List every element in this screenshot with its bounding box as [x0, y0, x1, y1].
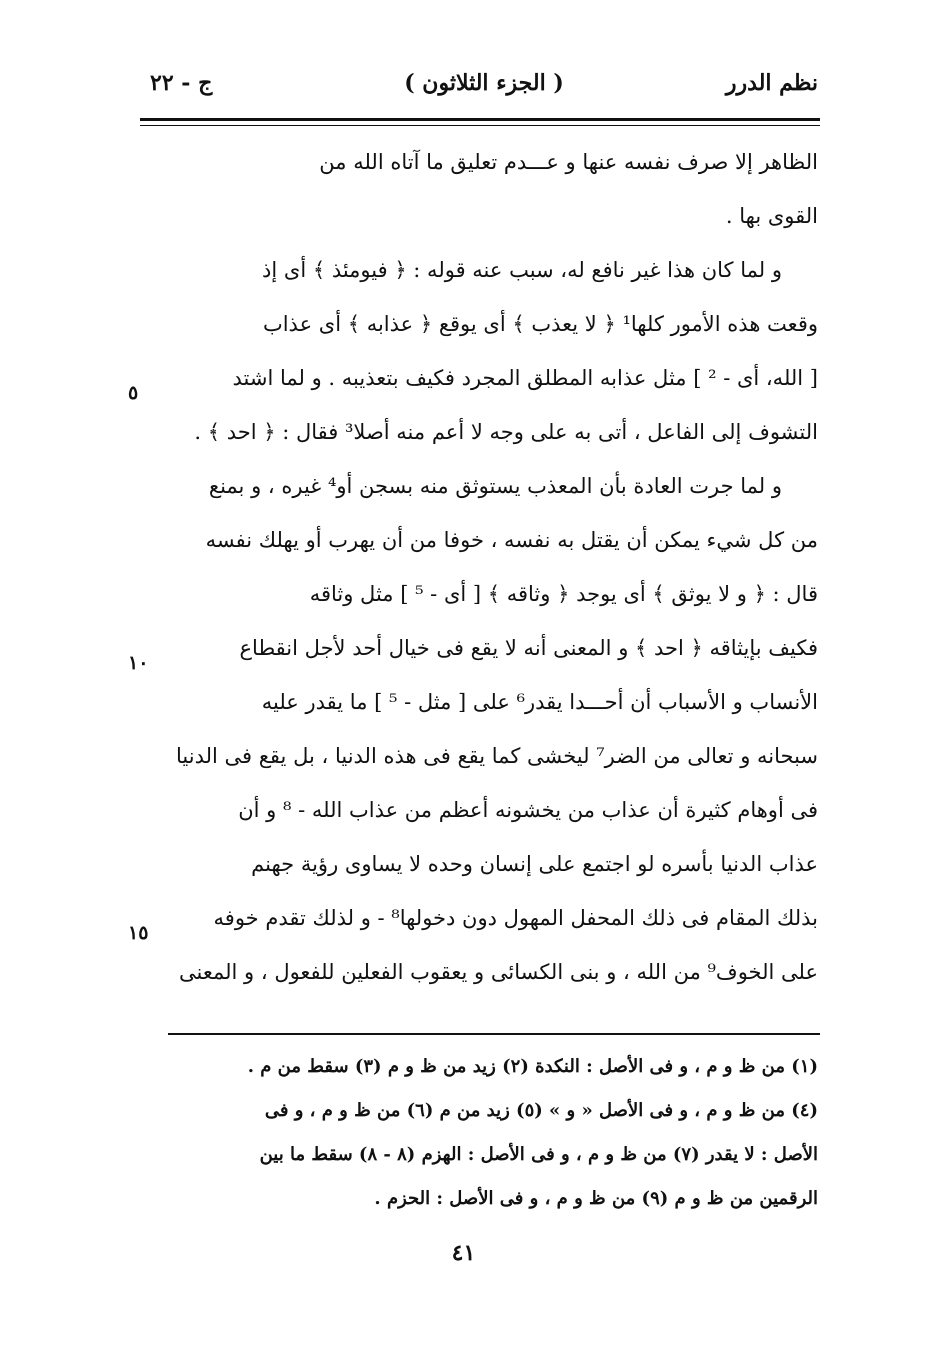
line-number-marker: ٥ — [128, 382, 139, 404]
text-line: الأنساب و الأسباب أن أحـــدا يقدر⁶ على [ مثل - ⁵ ] ما يقدر عليه — [261, 690, 818, 714]
book-title: نظم الدرر — [725, 70, 818, 96]
footnote-divider — [168, 1033, 820, 1035]
text-line: وقعت هذه الأمور كلها¹ ﴿ لا يعذب ﴾ أى يوقع ﴿ عذابه ﴾ أى عذاب — [262, 312, 818, 336]
text-line: سبحانه و تعالى من الضر⁷ ليخشى كما يقع فى هذه الدنيا ، بل يقع فى الدنيا — [176, 744, 818, 768]
text-line: على الخوف⁹ من الله ، و بنى الكسائى و يعقوب الفعلين للفعول ، و المعنى — [179, 960, 818, 984]
footnote-line: الأصل : لا يقدر (٧) من ظ و م ، و فى الأصل : الهزم (٨ - ٨) سقط ما بين — [259, 1144, 818, 1165]
text-line: فى أوهام كثيرة أن عذاب من يخشونه أعظم من عذاب الله - ⁸ و أن — [238, 798, 818, 822]
text-line: عذاب الدنيا بأسره لو اجتمع على إنسان وحده لا يساوى رؤية جهنم — [251, 852, 818, 876]
footnote-line: (١) من ظ و م ، و فى الأصل : النكدة (٢) زيد من ظ و م (٣) سقط من م . — [247, 1056, 818, 1077]
text-line: بذلك المقام فى ذلك المحفل المهول دون دخولها⁸ - و لذلك تقدم خوفه — [213, 906, 818, 930]
line-number-marker: ١٥ — [128, 922, 149, 944]
header-divider — [140, 118, 820, 126]
footnote-line: الرقمين من ظ و م (٩) من ظ و م ، و فى الأصل : الحزم . — [374, 1188, 818, 1209]
text-line: الظاهر إلا صرف نفسه عنها و عـــدم تعليق ما آتاه الله من — [319, 150, 818, 174]
text-line: [ الله، أى - ² ] مثل عذابه المطلق المجرد فكيف بتعذيبه . و لما اشتد — [232, 366, 818, 390]
footnote-line: (٤) من ظ و م ، و فى الأصل « و » (٥) زيد من م (٦) من ظ و م ، و فى — [264, 1100, 818, 1121]
line-number-marker: ١٠ — [128, 652, 149, 674]
page-header — [150, 64, 818, 108]
text-line: و لما كان هذا غير نافع له، سبب عنه قوله : ﴿ فيومئذ ﴾ أى إذ — [262, 258, 782, 282]
text-line: فكيف بإيثاقه ﴿ احد ﴾ و المعنى أنه لا يقع فى خيال أحد لأجل انقطاع — [239, 636, 818, 660]
text-line: قال : ﴿ و لا يوثق ﴾ أى يوجد ﴿ وثاقه ﴾ [ أى - ⁵ ] مثل وثاقه — [309, 582, 818, 606]
text-line: القوى بها . — [725, 204, 818, 228]
page-number: ٤١ — [451, 1240, 476, 1266]
volume-reference: ج - ٢٢ — [150, 70, 213, 96]
main-text — [168, 135, 818, 999]
text-line: التشوف إلى الفاعل ، أتى به على وجه لا أعم منه أصلا³ فقال : ﴿ احد ﴾ . — [194, 420, 818, 444]
footnotes — [168, 1045, 818, 1221]
part-label: ( الجزء الثلاثون ) — [404, 70, 564, 96]
text-line: و لما جرت العادة بأن المعذب يستوثق منه بسجن أو⁴ غيره ، و بمنع — [208, 474, 782, 498]
text-line: من كل شيء يمكن أن يقتل به نفسه ، خوفا من أن يهرب أو يهلك نفسه — [205, 528, 818, 552]
